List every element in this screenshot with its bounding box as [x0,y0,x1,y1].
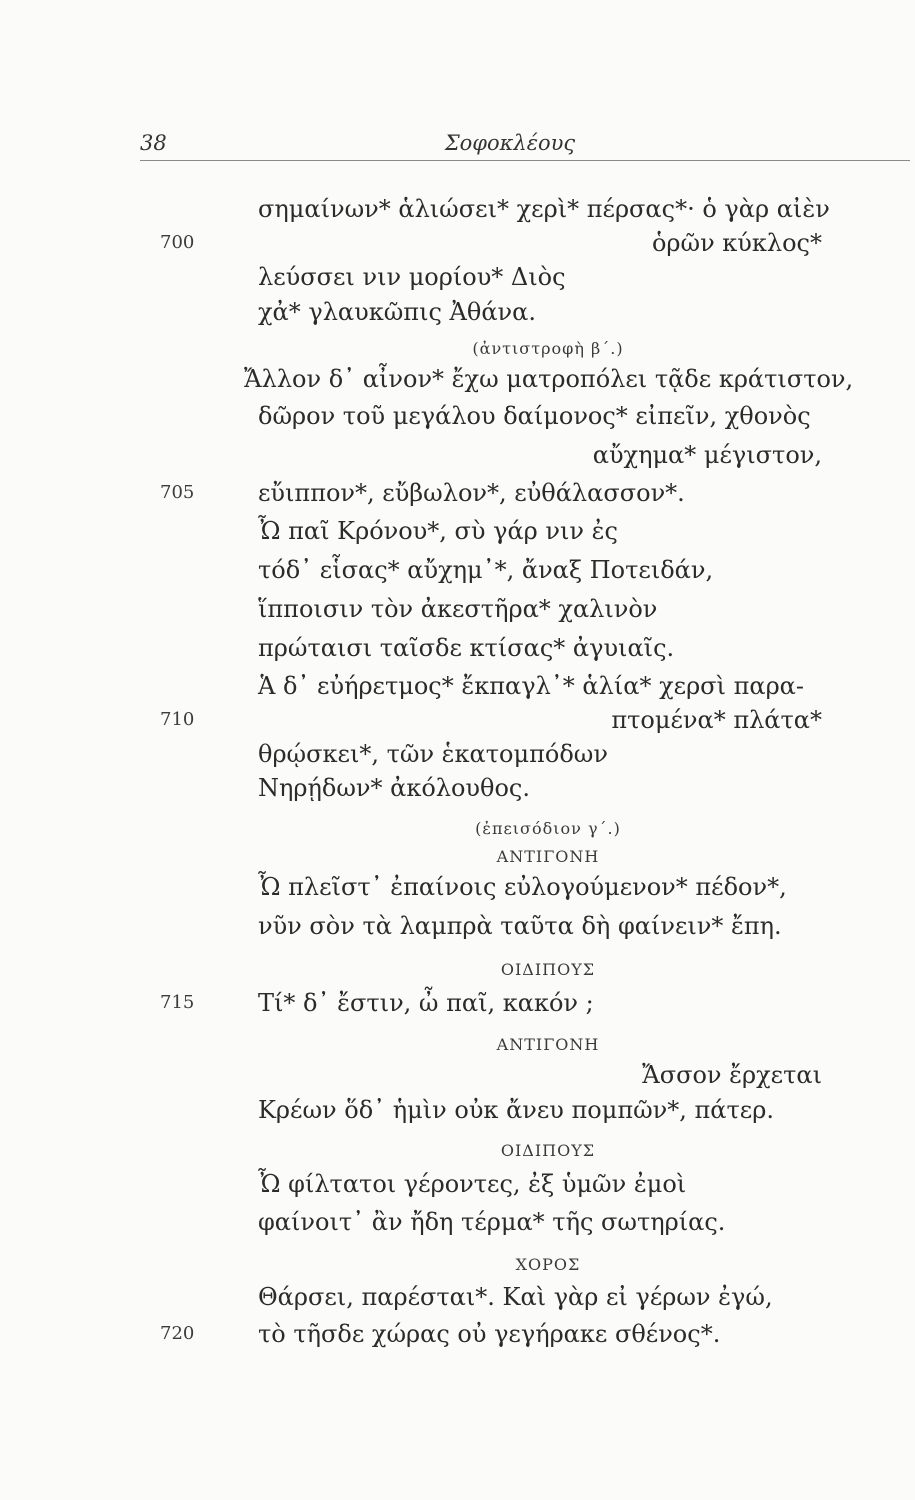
speaker-name: ΑΝΤΙΓΟΝΗ [496,847,600,866]
verse-line: τόδ᾽ εἷσας* αὔχημ᾽*, ἄναξ Ποτειδάν, [258,556,714,584]
verse-line: θρῴσκει*, τῶν ἑκατομπόδων [258,740,608,768]
stage-direction: (ἀντιστροφὴ β΄.) [472,339,624,358]
speaker-name: ΑΝΤΙΓΟΝΗ [496,1035,600,1054]
verse-line: Ὦ πλεῖστ᾽ ἐπαίνοις εὐλογούμενον* πέδον*, [258,873,787,901]
verse-line: δῶρον τοῦ μεγάλου δαίμονος* εἰπεῖν, χθονὸς [258,402,811,430]
verse-line: Νηρῄδων* ἀκόλουθος. [258,774,530,802]
verse-line: νῦν σὸν τὰ λαμπρὰ ταῦτα δὴ φαίνειν* ἔπη. [258,912,782,940]
line-number-715: 715 [160,992,195,1013]
running-title: Σοφοκλέους [444,131,576,155]
line-number-720: 720 [160,1323,195,1344]
verse-line: φαίνοιτ᾽ ἂν ἤδη τέρμα* τῆς σωτηρίας. [258,1208,726,1236]
speaker-name: ΧΟΡΟΣ [515,1255,581,1274]
verse-line: Ὦ παῖ Κρόνου*, σὺ γάρ νιν ἐς [258,517,618,545]
line-number-705: 705 [160,482,195,503]
verse-line: Ὦ φίλτατοι γέροντες, ἐξ ὑμῶν ἐμοὶ [258,1170,687,1198]
speaker-name: ΟΙΔΙΠΟΥΣ [500,1141,596,1160]
verse-line: ὁρῶν κύκλος* [651,229,822,257]
speaker-name: ΟΙΔΙΠΟΥΣ [500,960,596,979]
verse-line: ἵπποισιν τὸν ἀκεστῆρα* χαλινὸν [258,595,658,623]
verse-line: τὸ τῆσδε χώρας οὐ γεγήρακε σθένος*. [258,1320,721,1348]
page-number: 38 [140,131,167,155]
line-number-710: 710 [160,709,195,730]
stage-direction: (ἐπεισόδιον γ΄.) [475,819,621,838]
verse-line: λεύσσει νιν μορίου* Διὸς [258,263,566,291]
verse-line: εὔιππον*, εὔβωλον*, εὐθάλασσον*. [258,479,685,507]
verse-line: Ἄλλον δ᾽ αἶνον* ἔχω ματροπόλει τᾷδε κράτιστον, [244,365,854,393]
line-number-700: 700 [160,232,195,253]
verse-line: σημαίνων* ἁλιώσει* χερὶ* πέρσας*· ὁ γὰρ αἰὲν [258,195,830,223]
verse-line: χἀ* γλαυκῶπις Ἀθάνα. [258,298,536,326]
verse-line: Τί* δ᾽ ἔστιν, ὦ παῖ, κακόν ; [258,989,594,1017]
verse-line: Ἁ δ᾽ εὐήρετμος* ἔκπαγλ᾽* ἁλία* χερσὶ παρα- [258,672,804,700]
verse-line: Ἄσσον ἔρχεται [642,1061,822,1089]
verse-line: αὔχημα* μέγιστον, [592,441,822,469]
verse-line: Κρέων ὅδ᾽ ἡμὶν οὐκ ἄνευ πομπῶν*, πάτερ. [258,1096,774,1124]
verse-line: πρώταισι ταῖσδε κτίσας* ἀγυιαῖς. [258,634,675,662]
verse-line: Θάρσει, παρέσται*. Καὶ γὰρ εἰ γέρων ἐγώ, [258,1283,773,1311]
verse-line: πτομένα* πλάτα* [611,706,822,734]
